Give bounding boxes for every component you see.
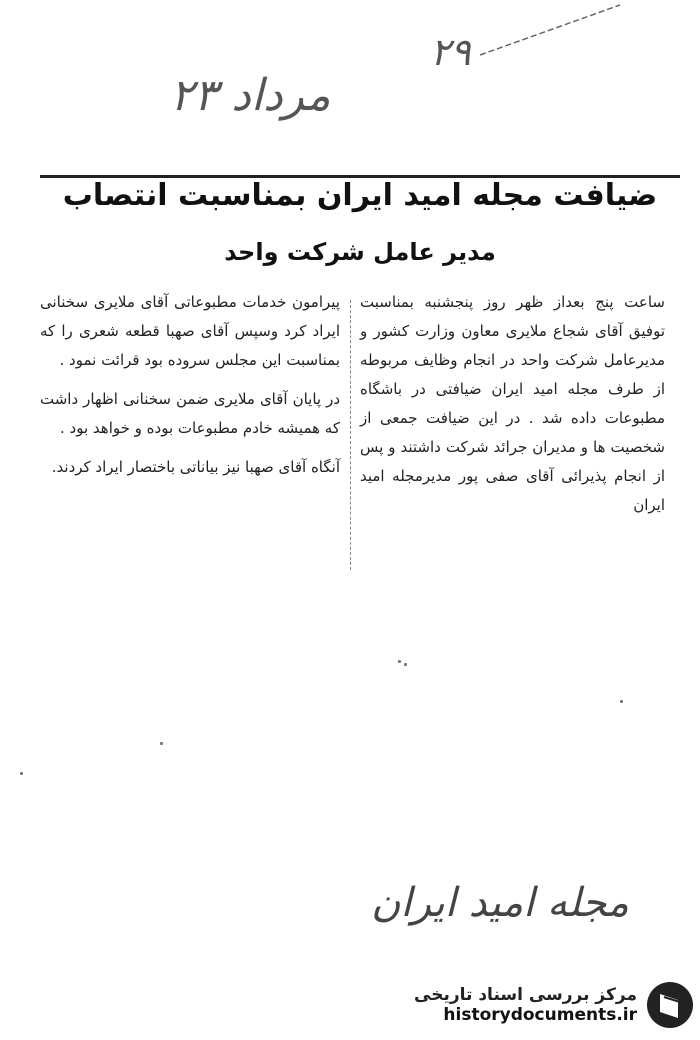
scan-speck (160, 742, 163, 745)
archive-watermark (410, 975, 695, 1035)
watermark-url: historydocuments.ir (443, 1005, 637, 1025)
column-divider (350, 300, 351, 570)
article-headline: ضیافت مجله امید ایران بمناسبت انتصاب (40, 175, 680, 238)
handwritten-date-note: ۲۳ مرداد (170, 70, 331, 121)
article-paragraph: در پایان آقای ملایری ضمن سخنانی اظهار داشت که همیشه خادم مطبوعات بوده و خواهد بود . (40, 390, 340, 437)
article-subhead: مدیر عامل شرکت واحد (224, 238, 496, 266)
scan-speck (404, 663, 407, 666)
scan-speck (398, 660, 401, 663)
article-column-right (360, 288, 665, 578)
handwritten-signature: مجله امید ایران (371, 880, 629, 926)
archive-logo-icon (645, 980, 695, 1030)
watermark-title: مرکز بررسی اسناد تاریخی (414, 985, 637, 1005)
article-paragraph: پیرامون خدمات مطبوعاتی آقای ملایری سخنانی ایراد کرد وسپس آقای صهبا قطعه شعری را که بمناسبت این مجلس سروده بود قرائت نمود . (40, 293, 340, 369)
article-column-left (40, 288, 340, 578)
article-paragraph: ساعت پنج بعداز ظهر روز پنجشنبه بمناسبت توفیق آقای شجاع ملایری معاون وزارت کشور و مدیرعامل شرکت واحد در انجام وظایف مربوطه از طرف مجله امید ایران ضیافتی در باشگاه مطبوعات داده شد . در این ضیافت جمعی از شخصیت ها و مدیران جرائد شرکت داشتند و پس از انجام پذیرائی آقای صفی پور مدیرمجله امید ایران (360, 293, 665, 514)
scan-speck (20, 772, 23, 775)
scan-speck (620, 700, 623, 703)
handwritten-corner-mark: ۲۹ (430, 30, 471, 74)
article-paragraph: آنگاه آقای صهبا نیز بیاناتی باختصار ایراد کردند. (51, 458, 340, 476)
